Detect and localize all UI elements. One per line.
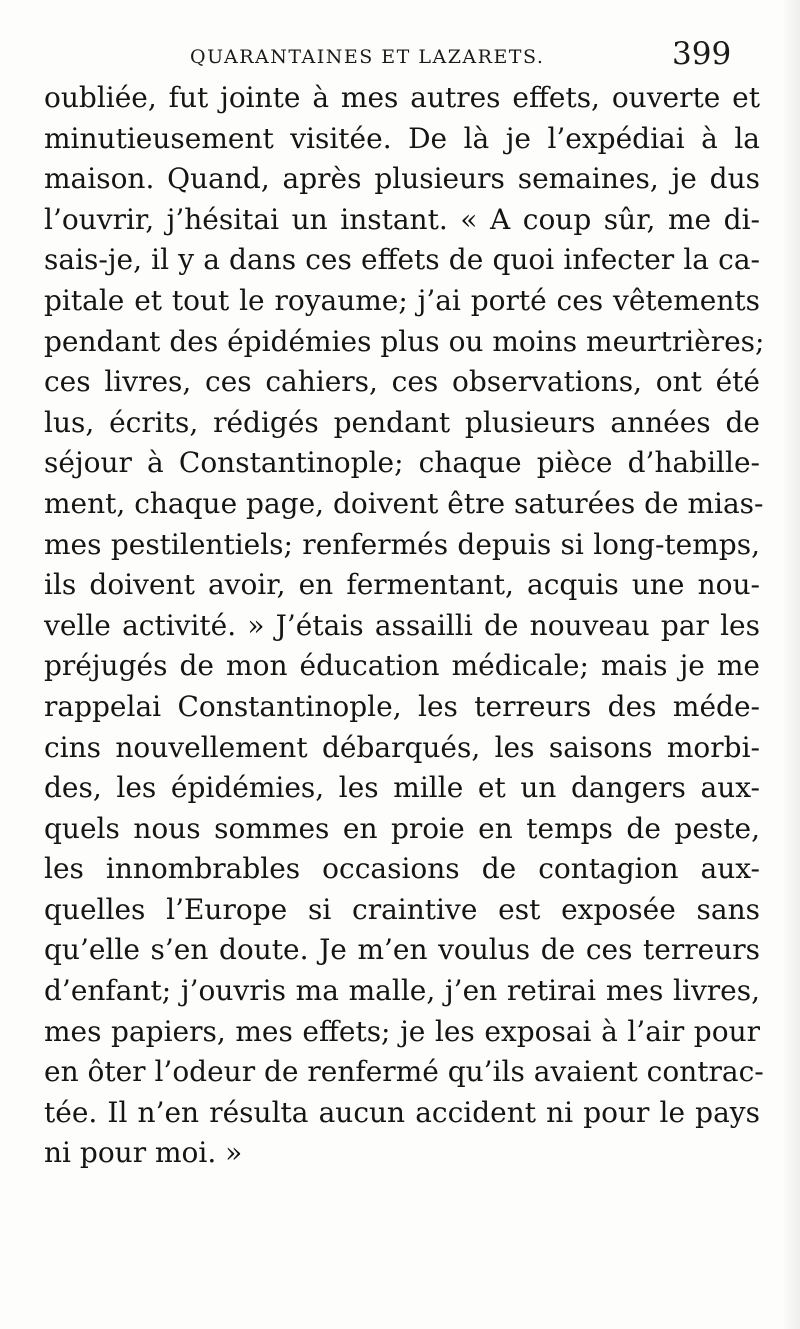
text-line: préjugés de mon éducation médicale; mais je me (44, 649, 760, 683)
text-line: les innombrables occasions de contagion aux- (44, 852, 760, 886)
text-line: pendant des épidémies plus ou moins meurtrières; (44, 324, 765, 358)
text-line: ces livres, ces cahiers, ces observations, ont été (44, 365, 760, 399)
text-line: pitale et tout le royaume; j’ai porté ces vêtements (44, 283, 760, 317)
text-line: velle activité. » J’étais assailli de nouveau par les (44, 608, 760, 642)
text-line: en ôter l’odeur de renfermé qu’ils avaient contrac- (44, 1055, 764, 1089)
text-line: ni pour moi. » (44, 1136, 243, 1170)
text-line: séjour à Constantinople; chaque pièce d’habille- (44, 446, 760, 480)
text-line: rappelai Constantinople, les terreurs des méde- (44, 689, 760, 723)
page-number: 399 (672, 36, 732, 72)
text-line: tée. Il n’en résulta aucun accident ni pour le pays (44, 1095, 760, 1129)
text-line: lus, écrits, rédigés pendant plusieurs années de (44, 405, 760, 439)
text-line: l’ouvrir, j’hésitai un instant. « A coup sûr, me di- (44, 202, 760, 236)
text-line: minutieusement visitée. De là je l’expédiai à la (44, 121, 760, 155)
text-line: des, les épidémies, les mille et un dangers aux- (44, 771, 760, 805)
text-line: d’enfant; j’ouvris ma malle, j’en retirai mes livres, (44, 974, 760, 1008)
text-line: mes papiers, mes effets; je les exposai à l’air pour (44, 1014, 760, 1048)
text-line: mes pestilentiels; renfermés depuis si long-temps, (44, 527, 760, 561)
text-line: cins nouvellement débarqués, les saisons morbi- (44, 730, 760, 764)
page-edge-shadow (782, 0, 800, 1329)
text-line: ment, chaque page, doivent être saturées de mias- (44, 486, 764, 520)
text-line: qu’elle s’en doute. Je m’en voulus de ces terreurs (44, 933, 760, 967)
text-line: maison. Quand, après plusieurs semaines, je dus (44, 162, 760, 196)
running-title: QUARANTAINES ET LAZARETS. (190, 46, 545, 68)
text-line: oubliée, fut jointe à mes autres effets, ouverte et (44, 81, 760, 114)
page-header (0, 34, 800, 82)
text-line: ils doivent avoir, en fermentant, acquis une nou- (44, 568, 760, 602)
text-line: quels nous sommes en proie en temps de peste, (44, 811, 760, 845)
text-line: sais-je, il y a dans ces effets de quoi infecter la ca- (44, 243, 760, 277)
text-line: quelles l’Europe si craintive est exposée sans (44, 892, 760, 926)
body-text (44, 78, 765, 1174)
